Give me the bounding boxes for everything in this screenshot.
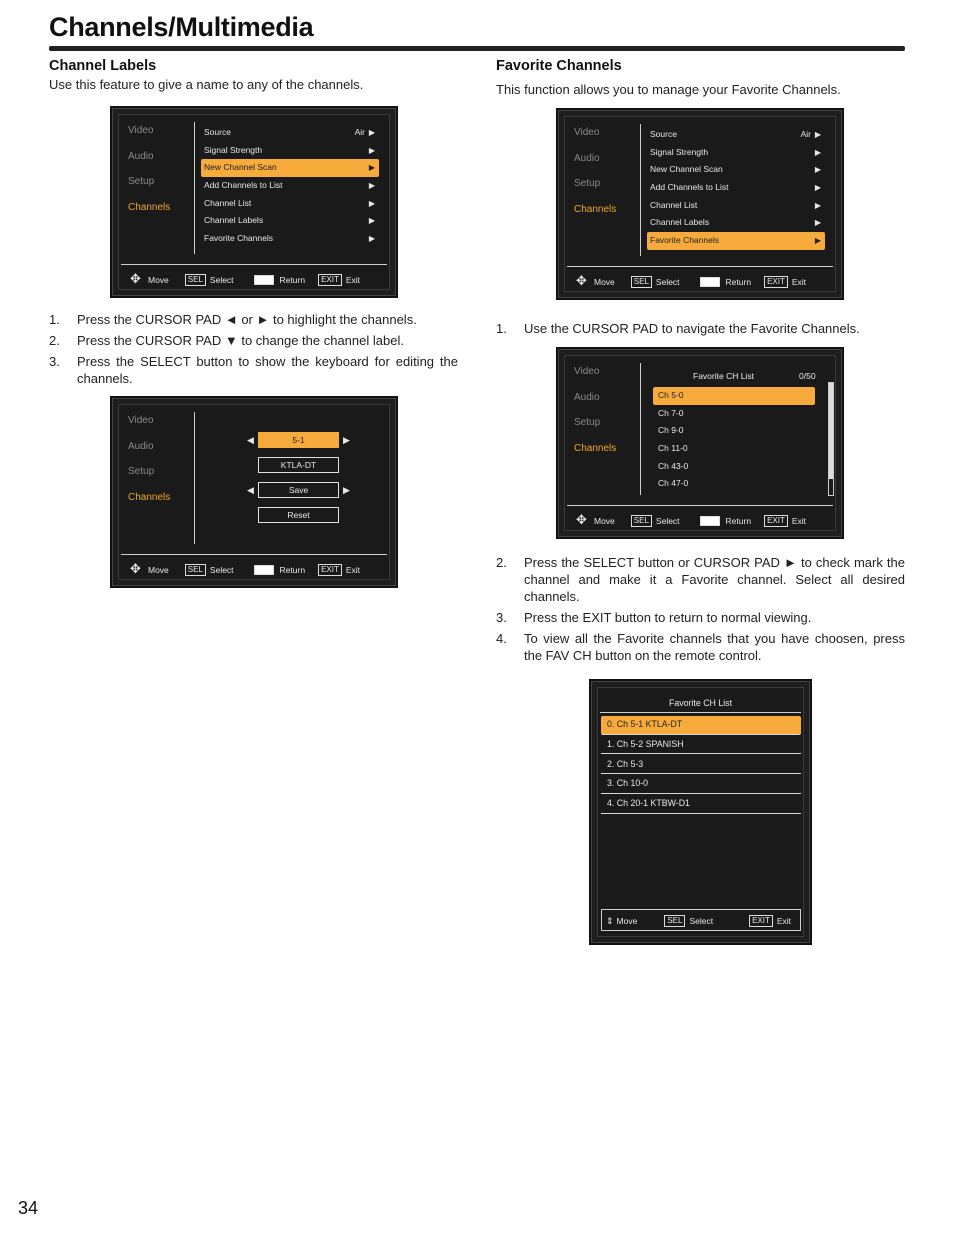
step-item: 4. To view all the Favorite channels that you have choosen, press the FAV CH button on the remote control.	[496, 631, 905, 663]
menu-item-channel-list: Channel List ▶	[647, 197, 825, 215]
menu-item-add-channels: Add Channels to List ▶	[647, 179, 825, 197]
fav-ch-item: Ch 9-0	[658, 425, 684, 436]
step-item: 1. Use the CURSOR PAD to navigate the Favorite Channels.	[496, 321, 860, 336]
menu-item-new-channel-scan: New Channel Scan ▶	[201, 159, 379, 177]
menu-item-source: Source Air ▶	[647, 126, 825, 144]
fav-ch-item: Ch 43-0	[658, 460, 689, 471]
right-arrow-icon: ▶	[368, 128, 375, 137]
title-divider	[49, 46, 905, 51]
sidebar-item-setup: Setup	[574, 178, 601, 189]
left-arrow-icon: ◀	[247, 435, 254, 445]
exit-key-icon: EXIT	[318, 274, 342, 286]
sidebar-item-video: Video	[128, 415, 154, 426]
sidebar-item-video: Video	[574, 366, 600, 377]
menu-item-channel-labels: Channel Labels ▶	[647, 214, 825, 232]
page-number: 34	[18, 1198, 39, 1218]
channel-label-field: KTLA-DT	[258, 457, 339, 473]
right-arrow-icon: ▶	[368, 198, 375, 208]
fav-popup-item: 0. Ch 5-1 KTLA-DT	[601, 716, 801, 735]
fav-ch-list-title: Favorite CH List	[693, 371, 754, 381]
return-key-icon	[700, 516, 720, 526]
right-arrow-icon: ▶	[814, 236, 821, 246]
fav-ch-item: Ch 5-0	[653, 387, 815, 405]
fav-popup-title: Favorite CH List	[668, 698, 733, 708]
osd-label-editor-screen	[110, 396, 398, 588]
osd-sidebar	[128, 415, 170, 517]
sidebar-item-channels: Channels	[574, 203, 617, 215]
right-arrow-icon: ▶	[368, 216, 375, 226]
right-arrow-icon: ▶	[368, 163, 375, 173]
up-down-icon: ⇕	[606, 915, 614, 926]
sel-key-icon: SEL	[631, 515, 652, 527]
menu-item-signal-strength: Signal Strength ▶	[647, 144, 825, 162]
step-item: 2. Press the CURSOR PAD ▼ to change the channel label.	[49, 333, 404, 348]
right-arrow-icon: ▶	[814, 183, 821, 193]
channel-labels-heading: Channel Labels	[49, 58, 157, 74]
exit-key-icon: EXIT	[764, 515, 788, 527]
sel-key-icon: SEL	[185, 564, 206, 576]
osd-divider	[640, 363, 641, 495]
osd-footer-divider	[567, 505, 833, 506]
osd-sidebar	[128, 125, 170, 227]
move-icon	[576, 514, 590, 528]
osd-footer: ✥ Move SEL Select Return EXIT Exit	[130, 273, 380, 287]
right-arrow-icon: ▶	[814, 147, 821, 157]
right-arrow-icon: ▶	[343, 435, 350, 445]
sidebar-item-audio: Audio	[128, 440, 154, 452]
osd-footer-divider	[567, 266, 833, 267]
right-arrow-icon: ▶	[368, 145, 375, 155]
fav-ch-item: Ch 11-0	[658, 443, 688, 454]
osd-footer: ✥ Move SEL Select Return EXIT Exit	[130, 563, 380, 577]
fav-ch-item: Ch 7-0	[658, 407, 684, 418]
sidebar-item-channels: Channels	[574, 442, 617, 454]
menu-item-source: Source Air ▶	[201, 124, 379, 142]
fav-popup-item: 4. Ch 20-1 KTBW-D1	[601, 795, 801, 814]
favorite-steps	[496, 554, 905, 668]
menu-item-new-channel-scan: New Channel Scan ▶	[647, 161, 825, 179]
osd-footer: ✥ Move SEL Select Return EXIT Exit	[576, 514, 826, 528]
osd-divider	[194, 412, 195, 544]
left-arrow-icon: ◀	[247, 485, 254, 495]
osd-fav-ch-list-screen	[556, 347, 844, 539]
sidebar-item-channels: Channels	[128, 201, 171, 213]
osd-channels-menu-screen	[110, 106, 398, 298]
move-icon	[576, 275, 590, 289]
menu-item-favorite-channels: Favorite Channels ▶	[201, 230, 379, 248]
exit-key-icon: EXIT	[749, 915, 773, 927]
sidebar-item-setup: Setup	[574, 417, 601, 428]
right-arrow-icon: ▶	[343, 485, 350, 495]
fav-ch-item: Ch 47-0	[658, 478, 689, 489]
right-arrow-icon: ▶	[814, 218, 821, 228]
channel-labels-intro: Use this feature to give a name to any of the channels.	[49, 77, 364, 92]
fav-popup-title-divider	[600, 712, 801, 713]
reset-field: Reset	[258, 507, 339, 523]
step-item: 3. Press the SELECT button to show the keyboard for editing the channels.	[49, 354, 458, 386]
right-arrow-icon: ▶	[814, 200, 821, 210]
channel-number-field: 5-1	[258, 432, 339, 448]
step-item: 2. Press the SELECT button or CURSOR PAD ► to check mark the channel and make it a Favorite channel. Select all desired channels.	[496, 555, 905, 604]
menu-item-signal-strength: Signal Strength ▶	[201, 142, 379, 160]
sidebar-item-setup: Setup	[128, 466, 155, 477]
fav-popup-item: 1. Ch 5-2 SPANISH	[601, 736, 801, 755]
sel-key-icon: SEL	[631, 276, 652, 288]
sel-key-icon: SEL	[185, 274, 206, 286]
fav-ch-count: 0/50	[799, 371, 816, 381]
osd-footer-divider	[121, 264, 387, 265]
osd-fav-popup-screen	[589, 679, 812, 945]
favorite-channels-heading: Favorite Channels	[496, 58, 622, 74]
osd-divider	[640, 124, 641, 256]
menu-item-add-channels: Add Channels to List ▶	[201, 177, 379, 195]
menu-item-favorite-channels: Favorite Channels ▶	[647, 232, 825, 250]
right-arrow-icon: ▶	[368, 181, 375, 191]
osd-sidebar	[574, 127, 616, 229]
favorite-channels-intro: This function allows you to manage your Favorite Channels.	[496, 82, 841, 97]
sidebar-item-setup: Setup	[128, 176, 155, 187]
page-title: Channels/Multimedia	[49, 12, 314, 42]
return-key-icon	[700, 277, 720, 287]
exit-key-icon: EXIT	[318, 564, 342, 576]
osd-footer: ✥ Move SEL Select Return EXIT Exit	[576, 275, 826, 289]
fav-ch-list	[653, 387, 815, 493]
osd-footer-divider	[121, 554, 387, 555]
sidebar-item-audio: Audio	[574, 152, 600, 164]
move-icon	[130, 273, 144, 287]
move-icon	[130, 563, 144, 577]
sidebar-item-video: Video	[128, 125, 154, 136]
right-arrow-icon: ▶	[814, 165, 821, 175]
channel-labels-steps	[49, 311, 458, 391]
return-key-icon	[254, 565, 274, 575]
fav-ch-scrollbar[interactable]	[828, 382, 834, 496]
return-key-icon	[254, 275, 274, 285]
save-field: Save	[258, 482, 339, 498]
step-item: 1. Press the CURSOR PAD ◄ or ► to highlight the channels.	[49, 312, 417, 327]
exit-key-icon: EXIT	[764, 276, 788, 288]
fav-popup-item: 2. Ch 5-3	[601, 756, 801, 775]
step-item: 3. Press the EXIT button to return to normal viewing.	[496, 610, 812, 625]
osd-menu-list	[647, 126, 825, 250]
sidebar-item-audio: Audio	[128, 150, 154, 162]
sidebar-item-audio: Audio	[574, 391, 600, 403]
favorite-step-1	[496, 320, 905, 341]
menu-item-channel-labels: Channel Labels ▶	[201, 212, 379, 230]
fav-popup-item: 3. Ch 10-0	[601, 775, 801, 794]
fav-popup-list	[601, 716, 801, 815]
sidebar-item-channels: Channels	[128, 491, 171, 503]
osd-menu-list	[201, 124, 379, 248]
sidebar-item-video: Video	[574, 127, 600, 138]
right-arrow-icon: ▶	[368, 234, 375, 244]
menu-item-channel-list: Channel List ▶	[201, 195, 379, 213]
fav-popup-footer: ⇕ Move SEL Select EXIT Exit	[601, 909, 801, 931]
right-arrow-icon: ▶	[814, 130, 821, 139]
osd-divider	[194, 122, 195, 254]
osd-sidebar	[574, 366, 616, 468]
osd-favorite-menu-screen	[556, 108, 844, 300]
sel-key-icon: SEL	[664, 915, 685, 927]
